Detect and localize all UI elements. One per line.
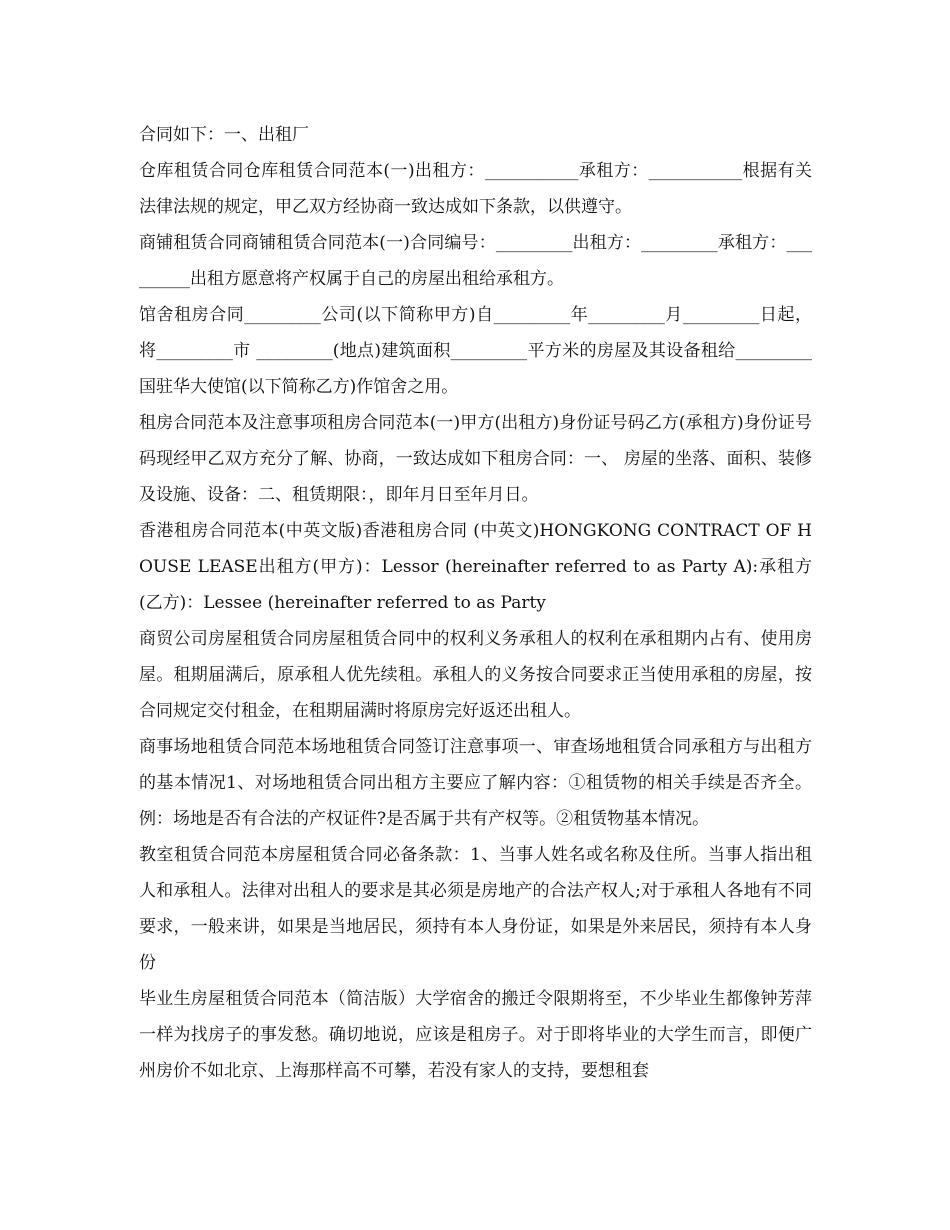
paragraph-shop-lease: 商铺租赁合同商铺租赁合同范本(一)合同编号：_________出租方：_________承租方：_________出租方愿意将产权属于自己的房屋出租给承租方。 — [139, 233, 812, 289]
paragraph-trade-company-lease: 商贸公司房屋租赁合同房屋租赁合同中的权利义务承租人的权利在承租期内占有、使用房屋。租期届满后，原承租人优先续租。承租人的义务按合同要求正当使用承租的房屋，按合同规定交付租金，在租期届满时将原房完好返还出租人。 — [139, 629, 812, 721]
document-body — [139, 117, 812, 1089]
paragraph-warehouse-lease: 仓库租赁合同仓库租赁合同范本(一)出租方：___________承租方：___________根据有关法律法规的规定，甲乙双方经协商一致达成如下条款，以供遵守。 — [139, 161, 812, 217]
paragraph-classroom-lease: 教室租赁合同范本房屋租赁合同必备条款：1、当事人姓名或名称及住所。当事人指出租人和承租人。法律对出租人的要求是其必须是房地产的合法产权人;对于承租人各地有不同要求，一般来讲，如果是当地居民，须持有本人身份证，如果是外来居民，须持有本人身份 — [139, 845, 812, 973]
paragraph-embassy-lease: 馆舍租房合同_________公司(以下简称甲方)自_________年_________月_________日起，将_________市 _________(地点)建筑面积_________平方米的房屋及其设备租给_________国驻华大使馆(以下简称乙方)作馆舍之用。 — [139, 305, 812, 397]
paragraph-graduate-lease: 毕业生房屋租赁合同范本（简洁版）大学宿舍的搬迁令限期将至，不少毕业生都像钟芳萍一样为找房子的事发愁。确切地说，应该是租房子。对于即将毕业的大学生而言，即便广州房价不如北京、上海那样高不可攀，若没有家人的支持，要想租套 — [139, 989, 812, 1081]
paragraph-venue-lease: 商事场地租赁合同范本场地租赁合同签订注意事项一、审查场地租赁合同承租方与出租方的基本情况1、对场地租赁合同出租方主要应了解内容：①租赁物的相关手续是否齐全。例：场地是否有合法的产权证件?是否属于共有产权等。②租赁物基本情况。 — [139, 737, 812, 829]
paragraph-contract-intro: 合同如下：一、出租厂 — [139, 125, 309, 145]
paragraph-hongkong-lease: 香港租房合同范本(中英文版)香港租房合同 (中英文)HONGKONG CONTRACT OF HOUSE LEASE出租方(甲方)：Lessor (hereinafter referred to as Party A):承租方(乙方)：Lessee (hereinafter referred to as Party — [139, 521, 812, 613]
paragraph-house-lease-notes: 租房合同范本及注意事项租房合同范本(一)甲方(出租方)身份证号码乙方(承租方)身份证号码现经甲乙双方充分了解、协商，一致达成如下租房合同：一、 房屋的坐落、面积、装修及设施、设备：二、租赁期限：，即年月日至年月日。 — [139, 413, 812, 505]
